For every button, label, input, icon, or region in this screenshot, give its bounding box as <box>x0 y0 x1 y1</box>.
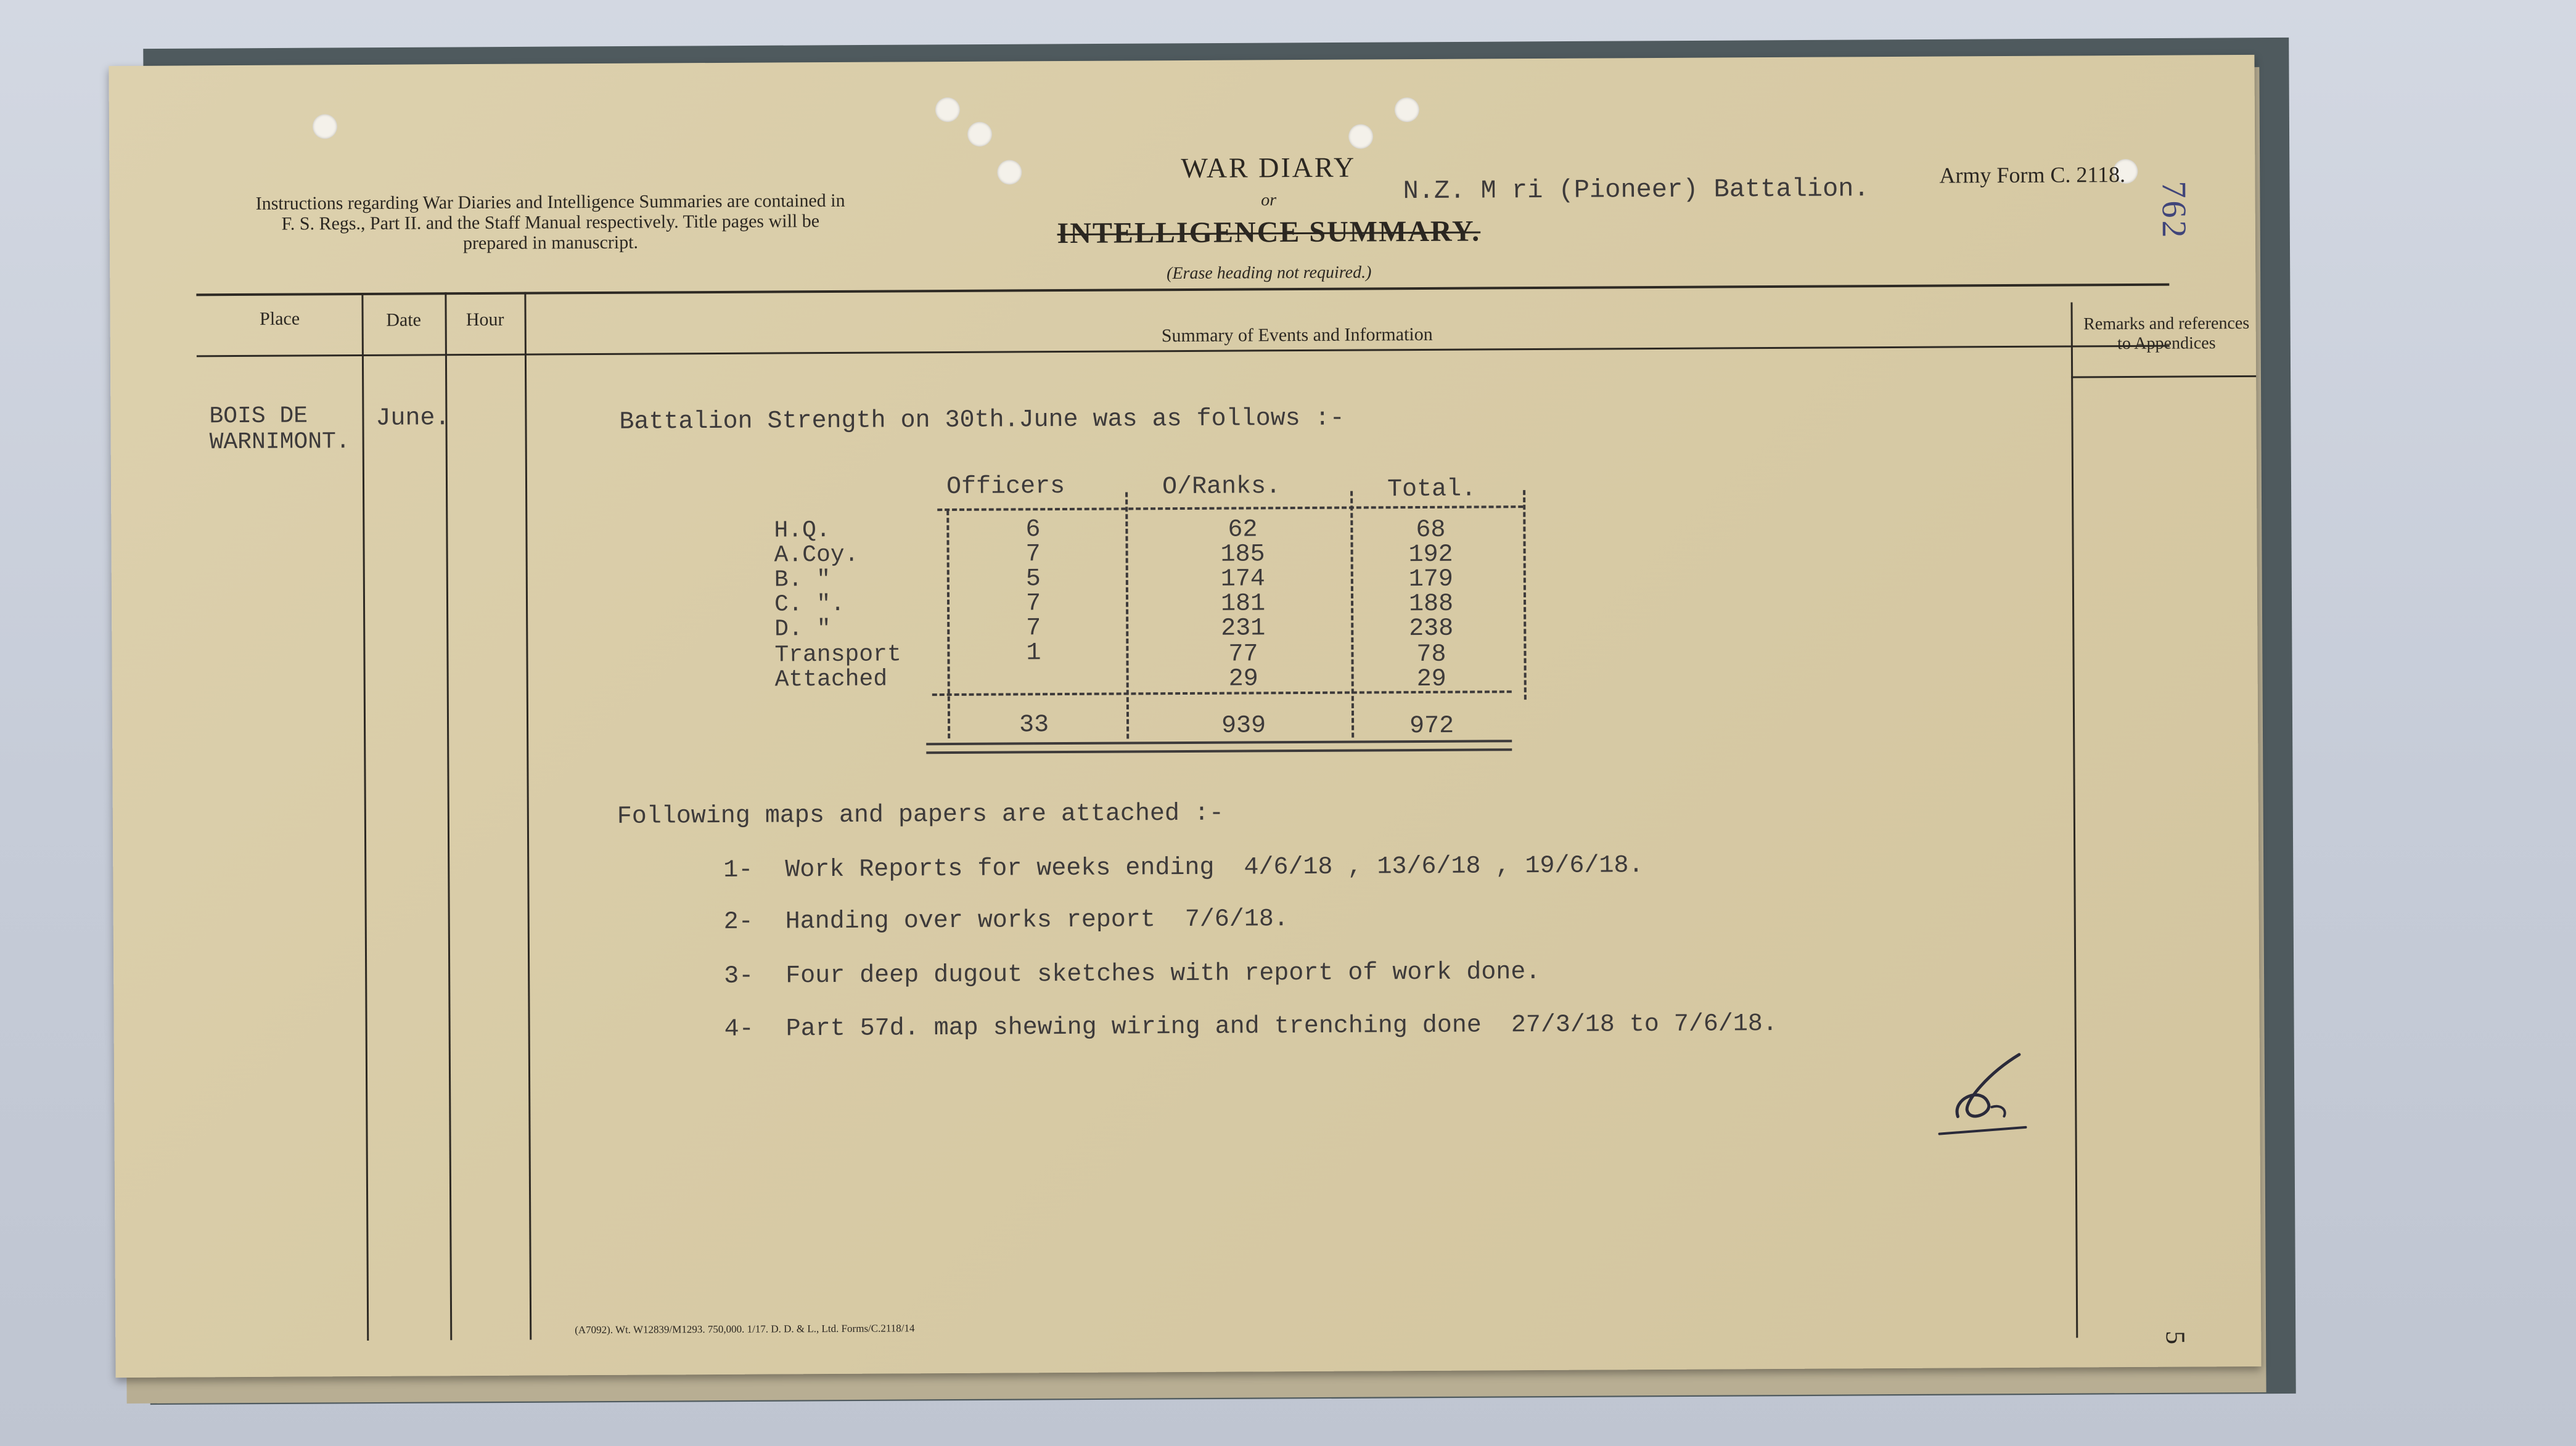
title-intelligence-summary: INTELLIGENCE SUMMARY. <box>1057 214 1481 250</box>
erase-note: (Erase heading not required.) <box>1167 263 1372 284</box>
attachment-2-number: 2- <box>723 908 753 936</box>
row-label-d: D. " <box>774 616 831 643</box>
column-header-summary: Summary of Events and Information <box>1161 324 1433 346</box>
column-header-hour: Hour <box>466 309 504 330</box>
remarks-column-divider <box>2071 302 2078 1338</box>
row-label-a-coy: A.Coy. <box>774 541 859 569</box>
column-header-date: Date <box>386 309 422 330</box>
place-line-1: BOIS DE <box>209 402 308 430</box>
row-ranks-b: 174 <box>1220 565 1265 594</box>
army-form-number: Army Form C. 2118. <box>1939 162 2126 188</box>
place-line-2: WARNIMONT. <box>209 428 350 456</box>
total-grand: 972 <box>1409 712 1454 741</box>
signature-initials <box>1933 1048 2045 1142</box>
punch-hole <box>997 160 1022 184</box>
row-officers-c: 7 <box>1025 590 1041 618</box>
punch-hole <box>967 122 992 147</box>
row-ranks-hq: 62 <box>1228 516 1258 544</box>
remarks-rule <box>2071 375 2256 378</box>
punch-hole <box>1348 124 1373 149</box>
row-label-c: C. ". <box>774 590 845 618</box>
table-right-rule <box>1523 490 1527 700</box>
row-label-b: B. " <box>774 566 831 594</box>
unit-name: N.Z. M ri (Pioneer) Battalion. <box>1403 174 1869 206</box>
table-left-rule <box>946 510 950 738</box>
row-total-a-coy: 192 <box>1408 541 1453 570</box>
table-mid-rule-1 <box>1125 492 1129 738</box>
attachment-4-text: Part 57d. map shewing wiring and trenching done 27/3/18 to 7/6/18. <box>786 1010 1778 1044</box>
row-total-d: 238 <box>1409 615 1454 643</box>
row-label-transport: Transport <box>774 641 901 669</box>
page-number: 5 <box>2160 1330 2191 1345</box>
place-column-divider <box>361 293 369 1341</box>
header-rule-bottom <box>197 345 2170 357</box>
row-officers-d: 7 <box>1026 615 1041 643</box>
row-total-b: 179 <box>1408 565 1453 594</box>
punch-hole <box>935 97 960 122</box>
total-officers: 33 <box>1019 711 1049 740</box>
row-label-hq: H.Q. <box>774 517 831 544</box>
title-war-diary: WAR DIARY <box>1181 151 1356 184</box>
row-officers-b: 5 <box>1025 565 1041 594</box>
table-top-rule <box>937 505 1523 511</box>
column-header-place: Place <box>260 308 300 329</box>
hour-column-divider <box>524 292 531 1340</box>
row-officers-transport: 1 <box>1026 639 1041 668</box>
row-officers-hq: 6 <box>1025 516 1041 544</box>
row-ranks-attached: 29 <box>1228 665 1258 693</box>
row-officers-a-coy: 7 <box>1025 541 1041 569</box>
col-header-total: Total. <box>1387 475 1477 504</box>
attachment-3-number: 3- <box>724 962 754 991</box>
total-ranks: 939 <box>1221 712 1266 740</box>
row-ranks-d: 231 <box>1221 615 1266 643</box>
column-header-remarks: Remarks and references to Appendices <box>2083 313 2250 354</box>
header-rule-top <box>196 284 2169 296</box>
instructions-text: Instructions regarding War Diaries and Intelligence Summaries are contained in F. S. Regs., Part II. and the Staff Manual respectively. Title pages will be prepared in manuscript. <box>255 190 845 254</box>
row-label-attached: Attached <box>774 666 888 693</box>
row-total-c: 188 <box>1408 590 1454 619</box>
attachments-heading: Following maps and papers are attached :- <box>617 799 1224 831</box>
table-mid-rule-2 <box>1350 491 1354 738</box>
date-column-divider <box>445 292 452 1340</box>
punch-hole <box>1395 97 1419 122</box>
row-ranks-c: 181 <box>1220 590 1266 618</box>
punch-hole <box>313 114 337 139</box>
attachment-1-number: 1- <box>723 856 753 884</box>
table-double-rule <box>926 740 1512 754</box>
row-ranks-a-coy: 185 <box>1220 541 1265 569</box>
col-header-ranks: O/Ranks. <box>1162 473 1281 502</box>
attachment-1-text: Work Reports for weeks ending 4/6/18 , 13/6/18 , 19/6/18. <box>785 852 1644 884</box>
war-diary-page <box>109 55 2261 1378</box>
row-ranks-transport: 77 <box>1228 640 1258 669</box>
attachment-3-text: Four deep dugout sketches with report of work done. <box>786 958 1541 991</box>
attachment-2-text: Handing over works report 7/6/18. <box>785 905 1289 936</box>
attachment-4-number: 4- <box>724 1015 754 1044</box>
serial-stamp: 762 <box>2154 181 2193 240</box>
printer-imprint: (A7092). Wt. W12839/M1293. 750,000. 1/17. D. D. & L., Ltd. Forms/C.2118/14 <box>575 1322 915 1336</box>
row-total-attached: 29 <box>1416 665 1446 694</box>
strength-heading: Battalion Strength on 30th.June was as follows :- <box>619 404 1345 436</box>
row-total-hq: 68 <box>1416 516 1446 545</box>
title-or: or <box>1261 190 1277 210</box>
col-header-officers: Officers <box>946 473 1065 502</box>
row-total-transport: 78 <box>1416 640 1446 669</box>
entry-date: June. <box>375 404 450 433</box>
